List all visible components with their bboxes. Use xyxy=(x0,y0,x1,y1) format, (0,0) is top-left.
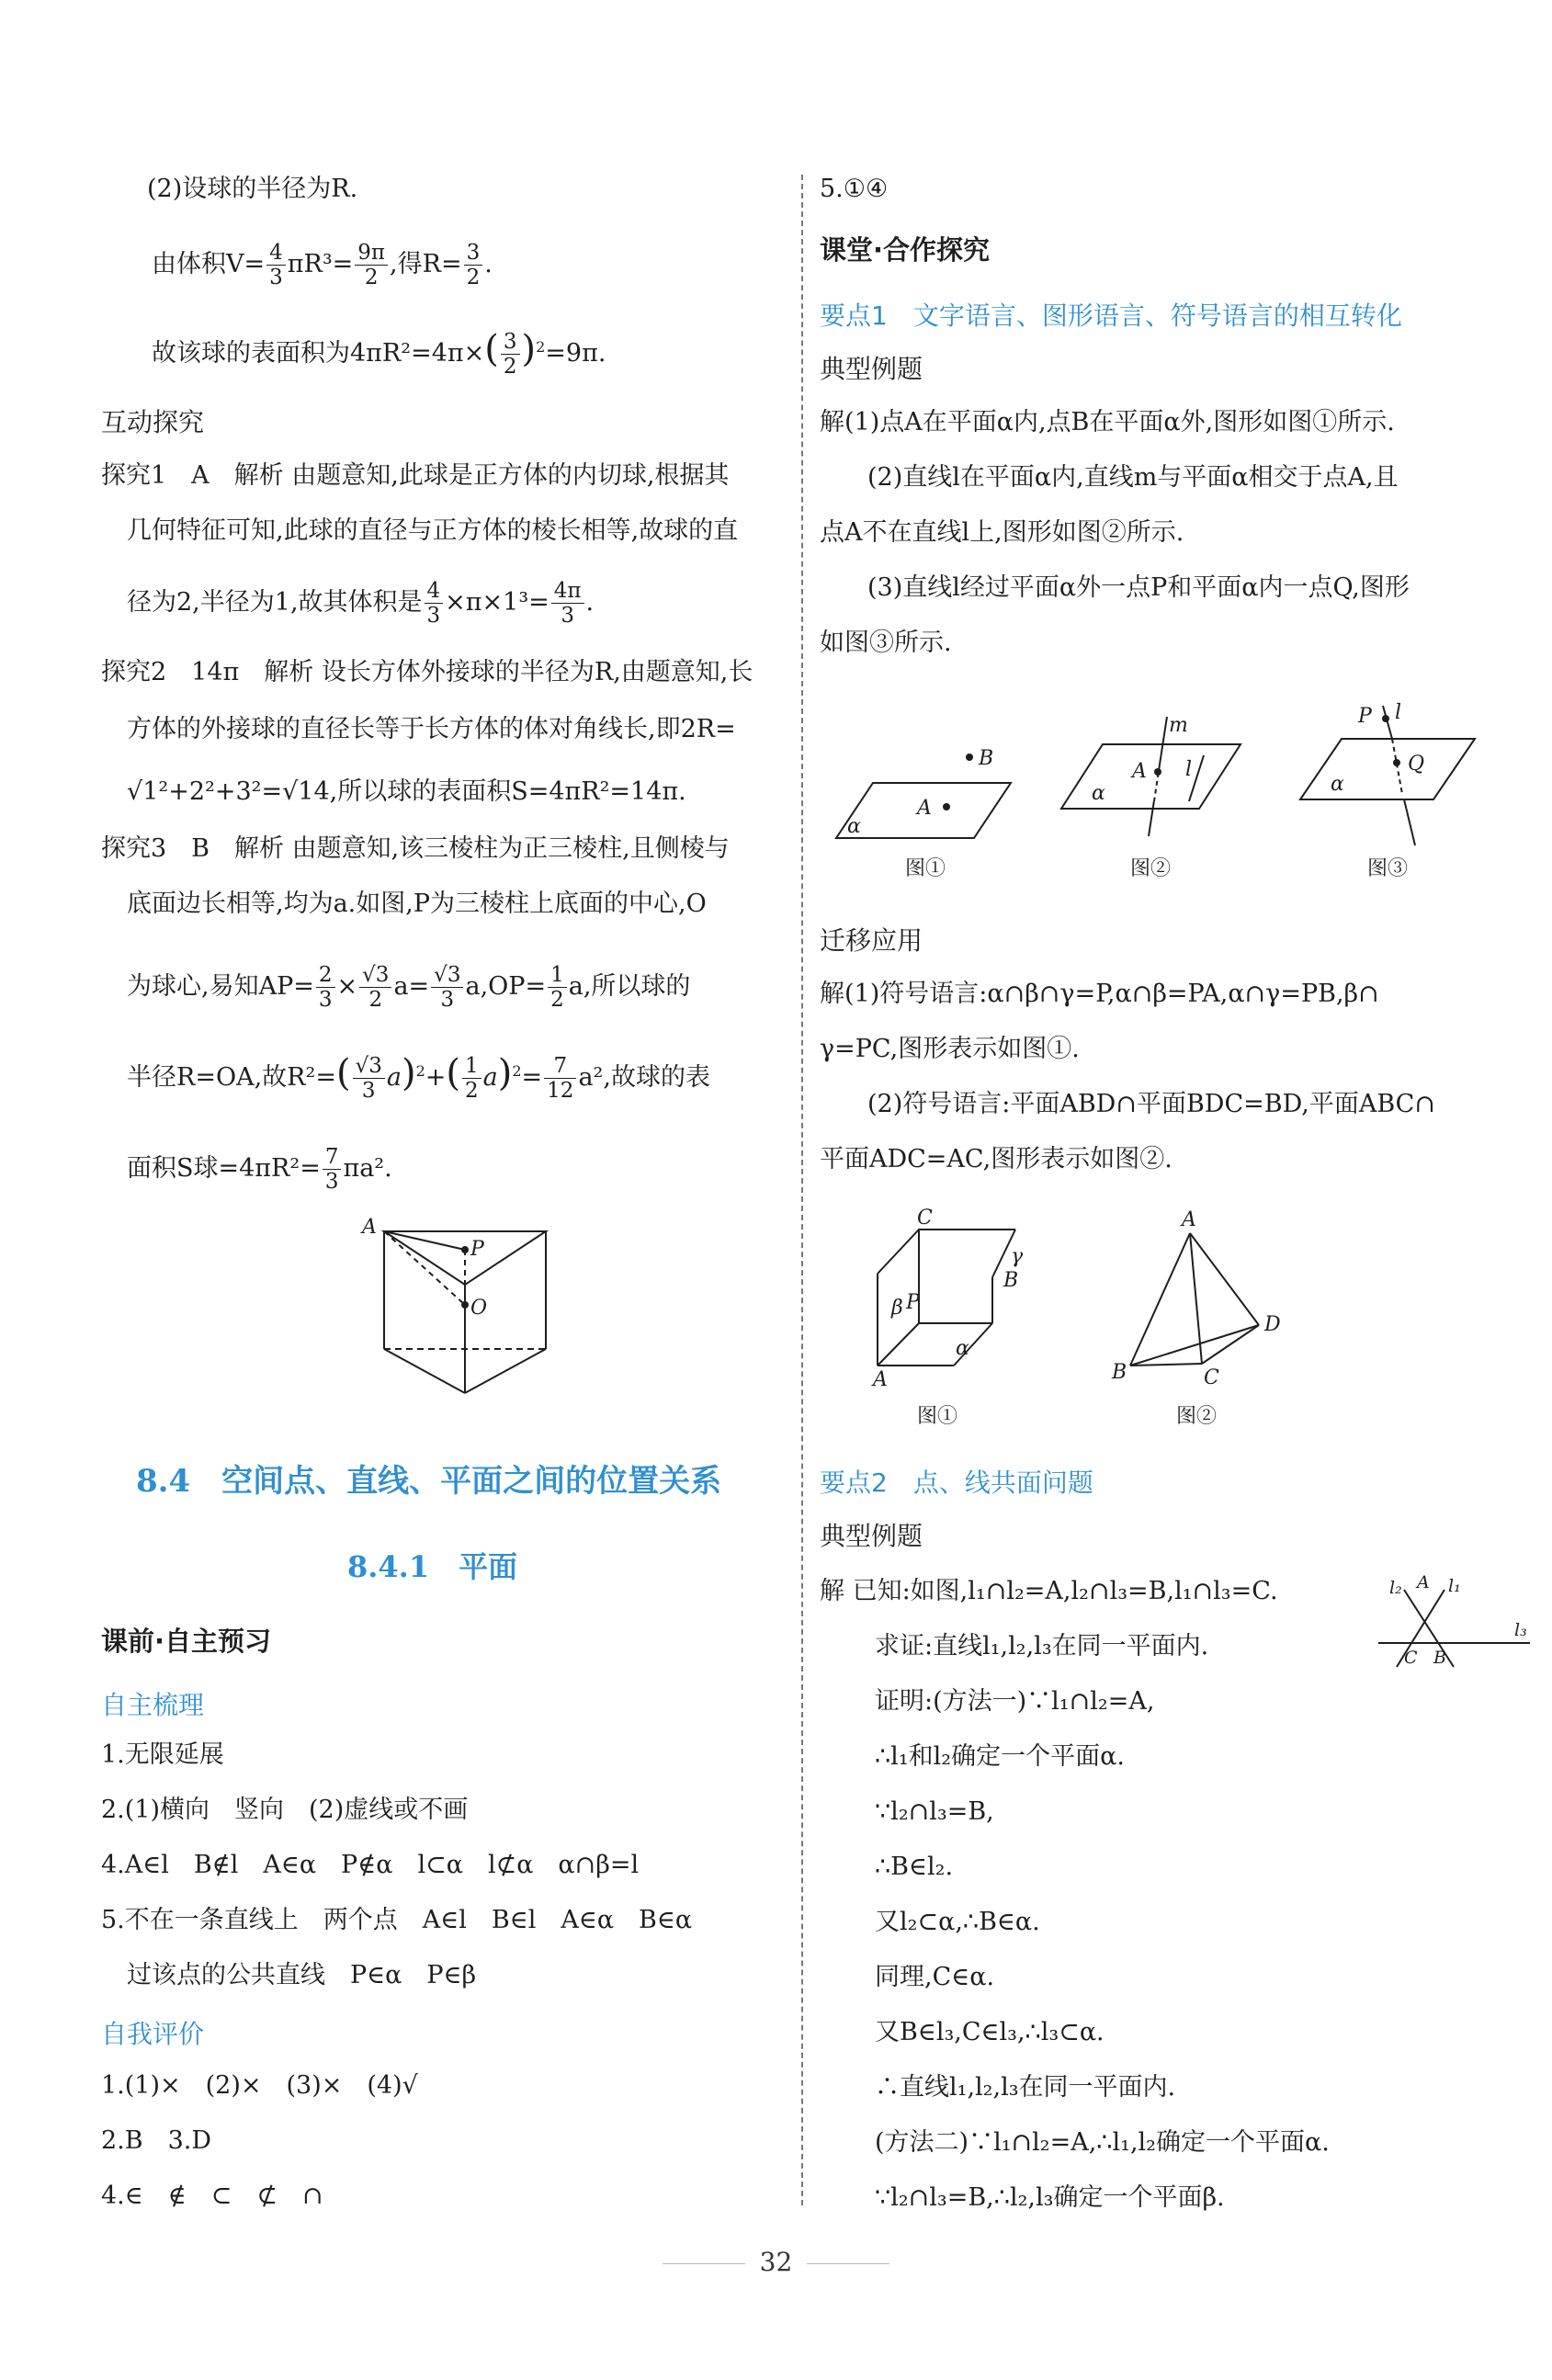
self-sort-heading: 自主梳理 xyxy=(101,1690,205,1720)
label-b: B xyxy=(979,747,994,770)
point2-solution-line: 解 已知:如图,l₁∩l₂=A,l₂∩l₃=B,l₁∩l₃=C. xyxy=(820,1577,1278,1605)
point1-solution-line: 解(1)点A在平面α内,点B在平面α外,图形如图①所示. xyxy=(820,408,1395,436)
label-l: l xyxy=(1185,758,1193,781)
explore2-line-1: 探究2 14π 解析 设长方体外接球的半径为R,由题意知,长 xyxy=(101,658,753,686)
point1-heading: 要点1 文字语言、图形语言、符号语言的相互转化 xyxy=(820,300,1402,331)
label-m: m xyxy=(1169,714,1188,737)
label-beta: β xyxy=(891,1297,903,1320)
typical-example-heading: 典型例题 xyxy=(820,354,923,384)
explore1-line-2: 几何特征可知,此球的直径与正方体的棱长相等,故球的直 xyxy=(127,516,739,545)
typical-example-heading-2: 典型例题 xyxy=(820,1521,923,1551)
fraction: $\frac{4}{3}$ xyxy=(425,579,444,628)
label-b: B xyxy=(1433,1648,1446,1668)
explore3-line-5: 面积S球=4πR²= $\frac{7}{3}$ πa². xyxy=(127,1145,392,1194)
explore3-line-2: 底面边长相等,均为a.如图,P为三棱柱上底面的中心,O xyxy=(127,890,707,918)
self-eval-item: 1.(1)× (2)× (3)× (4)√ xyxy=(101,2071,418,2100)
label-q: Q xyxy=(1408,753,1425,776)
point-a xyxy=(943,803,950,810)
explore3-line-1: 探究3 B 解析 由题意知,该三棱柱为正三棱柱,且侧棱与 xyxy=(101,834,730,863)
caption-fig1: 图① xyxy=(905,857,946,880)
point2-solution-line: ∴l₁和l₂确定一个平面α. xyxy=(875,1742,1125,1771)
caption-fig1: 图① xyxy=(917,1405,958,1428)
point-p xyxy=(461,1246,469,1253)
transfer-solution-line: 解(1)符号语言:α∩β∩γ=P,α∩β=PA,α∩γ=PB,β∩ xyxy=(820,980,1379,1008)
label-c-fig2: C xyxy=(1204,1366,1219,1389)
caption-fig2: 图② xyxy=(1176,1405,1218,1428)
label-a: A xyxy=(873,1368,888,1391)
item5-answer: 5.①④ xyxy=(820,175,889,203)
column-divider xyxy=(801,175,803,2205)
edge-bd xyxy=(1130,1325,1259,1366)
fraction: $\frac{7}{3}$ xyxy=(323,1145,342,1194)
label-b: B xyxy=(1003,1269,1019,1292)
edge-ab xyxy=(1130,1233,1190,1366)
point2-solution-line: ∵l₂∩l₃=B, xyxy=(875,1797,994,1826)
fraction: $\frac{3}{2}$ xyxy=(501,330,520,379)
label-alpha-fig3: α xyxy=(1331,773,1344,796)
point2-solution-line: ∴直线l₁,l₂,l₃在同一平面内. xyxy=(875,2073,1176,2102)
label-a: A xyxy=(362,1216,377,1239)
label-a: A xyxy=(917,797,932,820)
point2-solution-line: (方法二)∵l₁∩l₂=A,∴l₁,l₂确定一个平面α. xyxy=(875,2128,1330,2157)
label-l3: l₃ xyxy=(1514,1620,1527,1640)
transfer-solution-line: 平面ADC=AC,图形表示如图②. xyxy=(820,1145,1172,1173)
fraction: $\frac{√3}{2}$ xyxy=(359,963,391,1012)
plane-beta-top xyxy=(878,1230,919,1274)
label-a-fig2: A xyxy=(1182,1208,1196,1231)
self-sort-item: 过该点的公共直线 P∈α P∈β xyxy=(127,1961,477,1989)
fraction: $\frac{1}{2}$ xyxy=(462,1054,481,1103)
fraction: $\frac{4}{3}$ xyxy=(266,241,286,289)
point2-solution-line: ∵l₂∩l₃=B,∴l₂,l₃确定一个平面β. xyxy=(875,2183,1225,2212)
fraction: $\frac{2}{3}$ xyxy=(316,963,335,1012)
label-a: A xyxy=(1417,1572,1430,1592)
transfer-solution-line: (2)符号语言:平面ABD∩平面BDC=BD,平面ABC∩ xyxy=(867,1090,1435,1118)
label-p: P xyxy=(906,1291,920,1314)
edge-cd xyxy=(1202,1325,1259,1364)
explore2-line-2: 方体的外接球的直径长等于长方体的体对角线长,即2R= xyxy=(127,715,736,743)
fraction: $\frac{√3}{3}$ xyxy=(353,1054,385,1103)
label-o: O xyxy=(470,1297,488,1320)
label-p: P xyxy=(470,1238,484,1261)
label-alpha: α xyxy=(847,815,861,838)
explore1-line-3: 径为2,半径为1,故其体积是 $\frac{4}{3}$ ×π×1³= $\frac{4\pi}{3}$ . xyxy=(127,579,595,628)
edge-bc xyxy=(1130,1364,1202,1366)
self-sort-item: 5.不在一条直线上 两个点 A∈l B∈l A∈α B∈α xyxy=(101,1906,693,1934)
label-p: P xyxy=(1358,705,1372,728)
figures-row-2 xyxy=(809,1195,1452,1434)
explore3-line-4: 半径R=OA,故R²=( $\frac{√3}{3}$ a)$^2$+( $\frac{1}{2}$ a)$^2$= $\frac{7}{12}$ a²,故球的表 xyxy=(127,1052,710,1103)
section-title: 8.4 空间点、直线、平面之间的位置关系 xyxy=(136,1463,722,1500)
label-d: D xyxy=(1264,1313,1281,1336)
segment-ao xyxy=(384,1231,465,1305)
plane-alpha-fig3 xyxy=(1300,739,1475,799)
label-l1: l₁ xyxy=(1448,1576,1461,1596)
transfer-solution-line: γ=PC,图形表示如图①. xyxy=(820,1035,1080,1063)
point1-solution-line: 如图③所示. xyxy=(820,629,952,657)
footer-rule xyxy=(663,2263,745,2264)
point2-solution-line: 又B∈l₃,C∈l₃,∴l₃⊂α. xyxy=(875,2018,1105,2046)
label-a-fig2: A xyxy=(1132,760,1147,783)
label-c: C xyxy=(1404,1648,1418,1668)
prism-figure xyxy=(358,1213,561,1406)
label-l-fig3: l xyxy=(1395,701,1402,724)
class-heading: 课堂·合作探究 xyxy=(820,234,991,266)
transfer-heading: 迁移应用 xyxy=(820,925,923,956)
point-b xyxy=(966,754,973,761)
label-b-fig2: B xyxy=(1112,1361,1127,1384)
volume-line: 由体积V= $\frac{4}{3}$ πR³= $\frac{9\pi}{2}$ ,得R= $\frac{3}{2}$ . xyxy=(152,241,493,289)
point2-solution-line: 同理,C∈α. xyxy=(875,1963,995,1991)
caption-fig2: 图② xyxy=(1130,857,1172,880)
point-a-fig2 xyxy=(1154,768,1161,776)
plane-gamma xyxy=(919,1230,1015,1323)
line-l-fig3 xyxy=(1383,706,1392,739)
fraction: $\frac{9\pi}{2}$ xyxy=(355,241,388,289)
self-sort-item: 1.无限延展 xyxy=(101,1740,224,1769)
point-p xyxy=(1382,715,1389,722)
prism-edge xyxy=(384,1349,465,1393)
self-eval-item: 4.∈ ∉ ⊂ ⊄ ∩ xyxy=(101,2182,323,2210)
fraction: $\frac{1}{2}$ xyxy=(548,963,567,1012)
three-lines-figure xyxy=(1369,1568,1544,1678)
self-sort-item: 2.(1)横向 竖向 (2)虚线或不画 xyxy=(101,1796,469,1824)
fraction: $\frac{√3}{3}$ xyxy=(431,963,463,1012)
subsection-title: 8.4.1 平面 xyxy=(347,1549,518,1584)
page-number: 32 xyxy=(759,2247,793,2277)
explore2-line-3: √1²+2²+3²=√14,所以球的表面积S=4πR²=14π. xyxy=(127,777,686,806)
self-sort-item: 4.A∈l B∉l A∈α P∉α l⊂α l⊄α α∩β=l xyxy=(101,1851,640,1879)
point1-solution-line: (3)直线l经过平面α外一点P和平面α内一点Q,图形 xyxy=(867,573,1410,602)
interactive-heading: 互动探究 xyxy=(101,407,205,437)
label-l2: l₂ xyxy=(1389,1578,1402,1598)
sphere-radius-line: (2)设球的半径为R. xyxy=(147,175,358,203)
caption-fig3: 图③ xyxy=(1367,857,1409,880)
self-eval-heading: 自我评价 xyxy=(101,2019,205,2049)
point2-heading: 要点2 点、线共面问题 xyxy=(820,1468,1093,1498)
point2-solution-line: ∴B∈l₂. xyxy=(875,1853,954,1881)
edge-ad xyxy=(1190,1233,1259,1325)
plane-alpha-fig2 xyxy=(1061,744,1240,809)
explore3-line-3: 为球心,易知AP= $\frac{2}{3}$ × $\frac{√3}{2}$ a= $\frac{√3}{3}$ a,OP= $\frac{1}{2}$ a,所以球的 xyxy=(127,963,691,1012)
explore1-line-1: 探究1 A 解析 由题意知,此球是正方体的内切球,根据其 xyxy=(101,461,730,490)
label-c: C xyxy=(917,1207,933,1230)
label-alpha-fig2: α xyxy=(1092,782,1105,805)
point2-solution-line: 证明:(方法一)∵l₁∩l₂=A, xyxy=(875,1687,1155,1716)
point-q xyxy=(1393,759,1400,766)
segment-ap xyxy=(384,1231,465,1250)
footer-rule xyxy=(807,2263,889,2264)
fraction: $\frac{4\pi}{3}$ xyxy=(551,579,584,628)
fraction: $\frac{7}{12}$ xyxy=(544,1054,576,1103)
page-number-footer xyxy=(0,2247,1552,2277)
label-gamma: γ xyxy=(1011,1245,1024,1268)
surface-area-line: 故该球的表面积为4πR²=4π×( $\frac{3}{2}$ )$^2$=9π. xyxy=(152,328,606,379)
preview-heading: 课前·自主预习 xyxy=(101,1626,272,1657)
fraction: $\frac{3}{2}$ xyxy=(464,241,483,289)
figures-row-1 xyxy=(809,698,1507,891)
point1-solution-line: 点A不在直线l上,图形如图②所示. xyxy=(820,518,1184,547)
prism-edge xyxy=(465,1349,546,1393)
self-eval-item: 2.B 3.D xyxy=(101,2126,212,2155)
label-alpha: α xyxy=(956,1337,969,1360)
point-o xyxy=(461,1301,469,1309)
point2-solution-line: 求证:直线l₁,l₂,l₃在同一平面内. xyxy=(875,1632,1209,1660)
point1-solution-line: (2)直线l在平面α内,直线m与平面α相交于点A,且 xyxy=(867,463,1399,492)
prism-top-face xyxy=(384,1231,546,1285)
point2-solution-line: 又l₂⊂α,∴B∈α. xyxy=(875,1908,1040,1936)
